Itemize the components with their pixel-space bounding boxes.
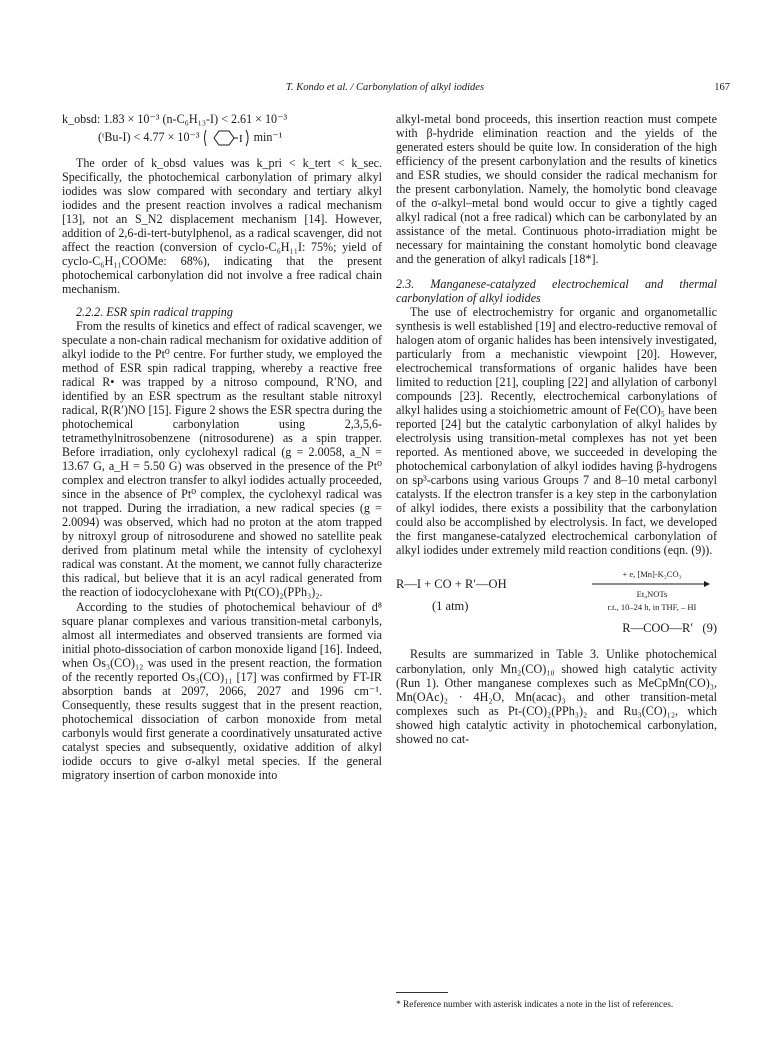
- left-column: [62, 112, 382, 782]
- equation-9: [396, 563, 717, 641]
- equation-reactants: R—I + CO + R′—OH: [396, 577, 507, 592]
- paragraph-esr-trapping: From the results of kinetics and effect of radical scavenger, we speculate a non-chain radical mechanism for oxidative addition of alkyl iodide to the Pt⁰ centre. For further study, we employed the method of ESR spin radical trapping, whereby a reactive free radical R• was trapped by a nitroso compound, R′NO, and identified by an ESR spectrum as the resultant stable nitroxyl radical, R(R′)NO [15]. Figure 2 shows the ESR spectra during the photochemical carbonylation using 2,3,5,6-tetramethylnitrosobenzene (nitrosodurene) as a spin trapper. Before irradiation, only cyclohexyl radical (g = 2.0058, a_N = 13.67 G, a_H = 5.50 G) was observed in the presence of the Pt⁰ complex and electron transfer to alkyl iodides actually proceeded, since in the absence of Pt⁰ complex, the cyclohexyl radical was not trapped. During the irradiation, a new radical species (g = 2.0094) was observed, which had no proton at the atom trapped by nitroxyl group of nitrosodurene and showed no satellite peak derived from platinum metal while the intensity of cyclohexyl radical was constant. At the moment, we cannot fully characterize this radical, but believe that it is an acyl radical generated from the reaction of iodocyclohexane with Pt(CO)₂(PPh₃)₂.: [62, 318, 382, 600]
- rate-constant-formula-line1: k_obsd: 1.83 × 10⁻³ (n-C₆H₁₃-I) < 2.61 × 10⁻³: [62, 112, 288, 126]
- paragraph-rate-order: The order of k_obsd values was k_pri < k_tert < k_sec. Specifically, the photochemical carbonylation of primary alkyl iodides was slow compared with secondary and tertiary alkyl iodides and the present reaction involves a radical mechanism [13], not an S_N2 displacement mechanism [14]. However, addition of 2,6-di-tert-butylphenol, as a radical scavenger, did not affect the reaction (conversion of cyclo-C₆H₁₁I: 75%; yield of cyclo-C₆H₁₁COOMe: 68%), indicating that the present photochemical carbonylation did not involve a free radical chain mechanism.: [62, 156, 382, 297]
- subsection-title-esr: 2.2.2. ESR spin radical trapping: [76, 304, 233, 319]
- formula-line2-prefix: (ᵗBu-I) < 4.77 × 10⁻³: [98, 129, 200, 144]
- equation-condition-bottom: r.t., 10–24 h, in THF, – HI: [607, 602, 697, 613]
- running-header: [40, 82, 730, 98]
- paragraph-results: Results are summarized in Table 3. Unlike photochemical carbonylation, only Mn₂(CO)₁₀ showed high catalytic activity (Run 1). Other manganese complexes such as MeCpMn(CO)₃, Mn(OAc)₂ · 4H₂O, Mn(acac)₃ and other transition-metal complexes such as Pt-(CO)₂(PPh₃)₂ and Ru₃(CO)₁₂, which showed high catalytic activity in photochemical carbonylation, showed no cat-: [396, 647, 717, 746]
- running-title: T. Kondo et al. / Carbonylation of alkyl iodides: [285, 82, 485, 93]
- footnote: * Reference number with asterisk indicates a note in the list of references.: [396, 1000, 674, 1010]
- formula-line2-suffix: min⁻¹: [253, 129, 283, 144]
- page-number: 167: [714, 82, 730, 93]
- cyclohexyl-iodide-ring-icon: [204, 128, 250, 148]
- footnote-rule: [396, 992, 448, 993]
- paragraph-photochemical-behaviour: According to the studies of photochemical behaviour of d⁸ square planar complexes and various transition-metal carbonyls, almost all intermediates and observed transients are formed via initial photo-dissociation of carbon monoxide ligand [16]. Indeed, when Os₃(CO)₁₂ was used in the present reaction, the formation of the recently reported Os₃(CO)₁₁ [17] was confirmed by FT-IR absorption bands at 2097, 2066, 2027 and 1996 cm⁻¹. Consequently, these results suggest that in the present reaction, photochemical dissociation of carbon monoxide from metal carbonyls would first generate a coordinatively unsaturated active catalyst species and subsequently, oxidative addition of alkyl iodide occurs to give σ-alkyl metal species. If the general migratory insertion of carbon monoxide into: [62, 599, 382, 783]
- equation-number: (9): [702, 621, 717, 636]
- equation-product: [622, 621, 717, 635]
- right-column: [396, 112, 717, 746]
- equation-condition-top: + e, [Mn]-K₂CO₃: [622, 569, 682, 580]
- paragraph-insertion-continued: alkyl-metal bond proceeds, this insertion reaction must compete with β-hydride elimination reaction and the yields of the generated esters should be quite low. In consideration of the high efficiency of the present carbonylation and the results of kinetics and ESR studies, we should consider the radical mechanism for the present carbonylation. Namely, the homolytic bond cleavage of the σ-alkyl–metal bond would occur to give a tightly caged alkyl radical (not a free radical) which can be carbonylated by an assistance of the metal. Continuous photo-irradiation might be necessary for maintaining the constant homolytic bond cleavage and the generation of alkyl radicals [18*].: [396, 112, 717, 267]
- equation-product-formula: R—COO—R′: [622, 621, 694, 636]
- equation-condition-mid: Et₄NOTs: [636, 589, 668, 600]
- section-title-manganese: 2.3. Manganese-catalyzed electrochemical and thermal carbonylation of alkyl iodides: [396, 276, 717, 305]
- svg-text:I: I: [238, 133, 243, 146]
- equation-pressure: (1 atm): [432, 599, 469, 614]
- rate-constant-formula-line2: [62, 128, 382, 148]
- paragraph-electrochemistry: The use of electrochemistry for organic and organometallic synthesis is well established [19] and electro-reductive removal of halogen atom of organic halides has been intensively investigated, particularly from a mechanistic viewpoint [20]. However, electrochemical transformations of organic halides have been limited to reduction [21], coupling [22] and allylation of carbonyl compounds [23]. Recently, electrochemical carbonylations of alkyl halides using a stoichiometric amount of Fe(CO)₅ have been reported [24] but the catalytic carbonylation of alkyl halides by electrolysis using transition-metal complexes has not yet been reported. As mentioned above, we succeeded in developing the photochemical carbonylation of alkyl iodides having β-hydrogens on sp³-carbons using various Groups 7 and 8–10 metal carbonyl catalysts. If the electron transfer is a key step in the carbonylation of alkyl iodides, there exists a possibility that the carbonylation could also be accomplished by electrolysis. In fact, we developed the first manganese-catalyzed electrochemical carbonylation of alkyl iodides under extremely mild reaction conditions (eqn. (9)).: [396, 304, 717, 558]
